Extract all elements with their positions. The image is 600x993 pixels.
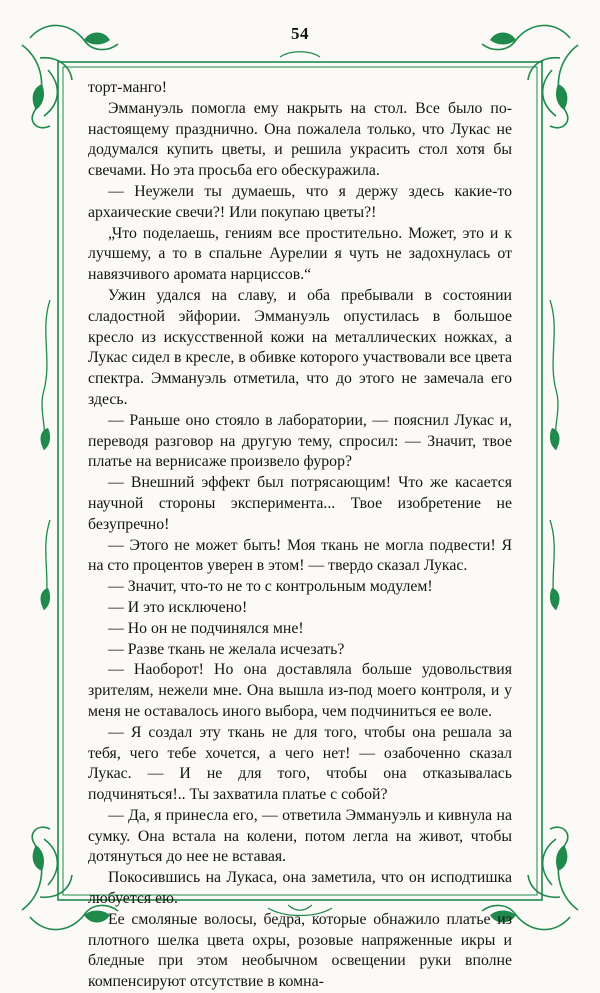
paragraph: — Неужели ты думаешь, что я держу здесь какие-то архаические свечи?! Или покупаю цветы?! <box>88 182 512 221</box>
paragraph: Ужин удался на славу, и оба пребывали в состоянии сладостной эйфории. Эммануэль опустилась в большое кресло из искусственной кожи на металлических ножках, а Лукас сидел в кресле, в обивке которого участвовали все цвета спектра. Эммануэль отметила, что до этого не замечала его здесь. <box>88 286 512 408</box>
side-vine-left <box>42 300 50 610</box>
side-vine-right <box>550 300 558 610</box>
paragraph: — Наоборот! Но она доставляла больше удовольствия зрителям, нежели мне. Она вышла из-под моего контроля, и у меня не оставалось иного выбора, чем подчиниться ее воле. <box>88 661 512 720</box>
body-text <box>88 78 512 993</box>
paragraph: — Да, я принесла его, — ответила Эммануэль и кивнула на сумку. Она встала на колени, потом легла на живот, чтобы дотянуться до нее не вставая. <box>88 806 512 866</box>
paragraph: — Разве ткань не желала исчезать? <box>108 640 345 658</box>
center-ornament-top <box>280 52 320 57</box>
paragraph: — Этого не может быть! Моя ткань не могла подвести! Я на сто процентов уверен в этом! — твердо сказал Лукас. <box>88 536 512 575</box>
paragraph: — Значит, что-то не то с контрольным модулем! <box>108 578 433 596</box>
paragraph: Ее смоляные волосы, бедра, которые обнажило платье из плотного шелка цвета охры, розовые напряженные икры и бледные при этом необычном освещении руки вполне компенсируют отсутствие в комна- <box>88 910 512 991</box>
paragraph: торт-манго! <box>88 79 168 96</box>
paragraph: Покосившись на Лукаса, она заметила, что он исподтишка любуется ею. <box>88 869 512 908</box>
paragraph: — И это исключено! <box>108 598 248 616</box>
paragraph: „Что поделаешь, гениям все простительно. Может, это и к лучшему, а то в спальне Аурелии я чуть не задохнулась от навязчивого аромата нарциссов.“ <box>88 224 512 284</box>
paragraph: — Я создал эту ткань не для того, чтобы она решала за тебя, чего тебе хочется, а чего нет! — озабоченно сказал Лукас. — И не для того, чтобы она отказывалась подчиняться!.. Ты захватила платье с собой? <box>88 723 512 804</box>
paragraph: Эммануэль помогла ему накрыть на стол. Все было по-настоящему празднично. Она пожалела только, что Лукас не додумался купить цветы, и решила украсить стол хотя бы свечами. Но эта просьба его обескуражила. <box>88 99 512 180</box>
paragraph: — Раньше оно стояло в лаборатории, — пояснил Лукас и, переводя разговор на другую тему, спросил: — Значит, твое платье на вернисаже произвело фурор? <box>88 411 512 471</box>
page-number: 54 <box>291 24 309 43</box>
paragraph: — Внешний эффект был потрясающим! Что же касается научной стороны эксперимента... Твое изобретение не безупречно! <box>88 474 512 533</box>
paragraph: — Но он не подчинялся мне! <box>108 619 304 637</box>
